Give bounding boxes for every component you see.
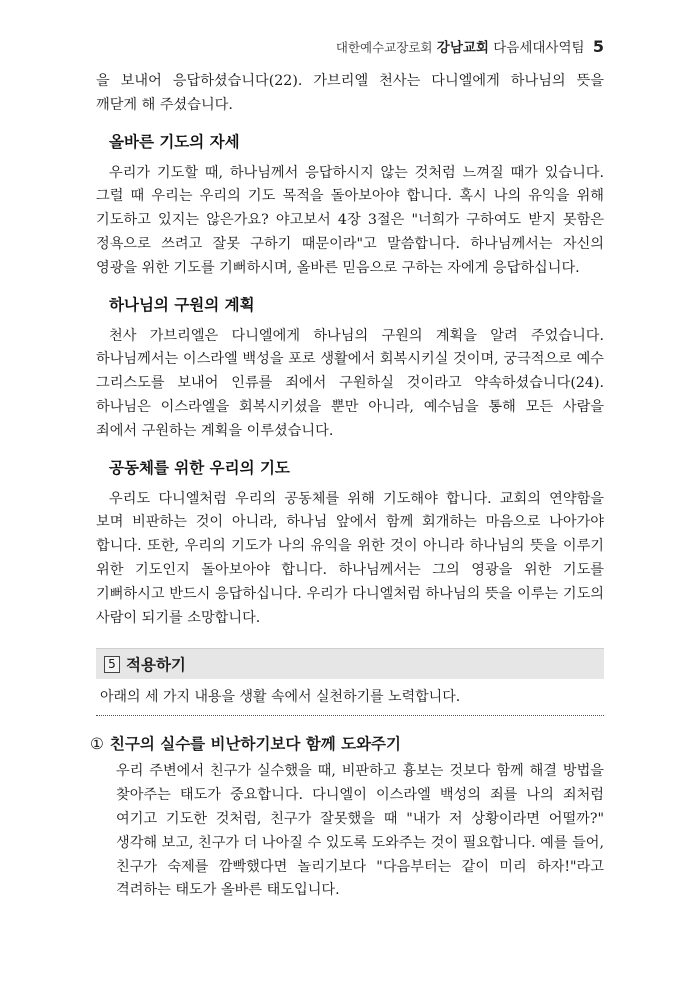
section-body-prayer-attitude: 우리가 기도할 때, 하나님께서 응답하시지 않는 것처럼 느껴질 때가 있습니다. 그럴 때 우리는 우리의 기도 목적을 돌아보아야 합니다. 혹시 나의 유익을 위해 기도하고 있지는 않은가요? 야고보서 4장 3절은 "너희가 구하여도 받지 못함은 정욕으로 쓰려고 잘못 구하기 때문이라"고 말씀합니다. 하나님께서는 자신의 영광을 위한 기도를 기뻐하시며, 올바른 믿음으로 구하는 자에게 응답하십니다. (96, 164, 604, 276)
apply-item-body: 우리 주변에서 친구가 실수했을 때, 비판하고 흉보는 것보다 함께 해결 방법을 찾아주는 태도가 중요합니다. 다니엘이 이스라엘 백성의 죄를 나의 죄처럼 여기고 기도한 것처럼, 친구가 잘못했을 때 "내가 저 상황이라면 어떨까?" 생각해 보고, 친구가 더 나아질 수 있도록 도와주는 것이 필요합니다. 예를 들어, 친구가 숙제를 깜빡했다면 놀리기보다 "다음부터는 같이 미리 하자!"라고 격려하는 태도가 올바른 태도입니다. (116, 763, 604, 899)
header-team: 다음세대사역팀 (493, 40, 585, 56)
apply-section-number: 5 (104, 656, 120, 673)
header-org: 대한예수교장로회 (335, 40, 433, 55)
page-number: 5 (592, 37, 604, 56)
section-heading-salvation-plan: 하나님의 구원의 계획 (109, 295, 255, 314)
apply-item-title (90, 732, 604, 754)
apply-item-title-text: 친구의 실수를 비난하기보다 함께 도와주기 (109, 735, 402, 754)
section-heading-community-prayer: 공동체를 위한 우리의 기도 (109, 458, 290, 477)
running-header (336, 36, 604, 56)
section-body-community-prayer: 우리도 다니엘처럼 우리의 공동체를 위해 기도해야 합니다. 교회의 연약함을 보며 비판하는 것이 아니라, 하나님 앞에서 함께 회개하는 마음으로 나아가야 합니다. 또한, 우리의 기도가 나의 유익을 위한 것이 아니라 하나님의 뜻을 이루기 위한 기도인지 돌아보아야 합니다. 하나님께서는 그의 영광을 위한 기도를 기뻐하시고 반드시 응답하십니다. 우리가 다니엘처럼 하나님의 뜻을 이루는 기도의 사람이 되기를 소망합니다. (96, 490, 604, 626)
main-content (90, 70, 604, 903)
apply-description: 아래의 세 가지 내용을 생활 속에서 실천하기를 노력합니다. (96, 679, 604, 716)
intro-paragraph: 을 보내어 응답하셨습니다(22). 가브리엘 천사는 다니엘에게 하나님의 뜻을 깨닫게 해 주셨습니다. (96, 73, 604, 113)
section-body-salvation-plan: 천사 가브리엘은 다니엘에게 하나님의 구원의 계획을 알려 주었습니다. 하나님께서는 이스라엘 백성을 포로 생활에서 회복시키실 것이며, 궁극적으로 예수 그리스도를 보내어 인류를 죄에서 구원하실 것이라고 약속하셨습니다(24). 하나님은 이스라엘을 회복시키셨을 뿐만 아니라, 예수님을 통해 모든 사람을 죄에서 구원하는 계획을 이루셨습니다. (96, 327, 604, 439)
apply-item-marker: ① (90, 735, 104, 754)
section-heading-prayer-attitude: 올바른 기도의 자세 (109, 132, 240, 151)
apply-section-title: 적용하기 (126, 656, 186, 675)
header-church: 강남교회 (436, 40, 489, 56)
apply-section-header (96, 648, 604, 679)
